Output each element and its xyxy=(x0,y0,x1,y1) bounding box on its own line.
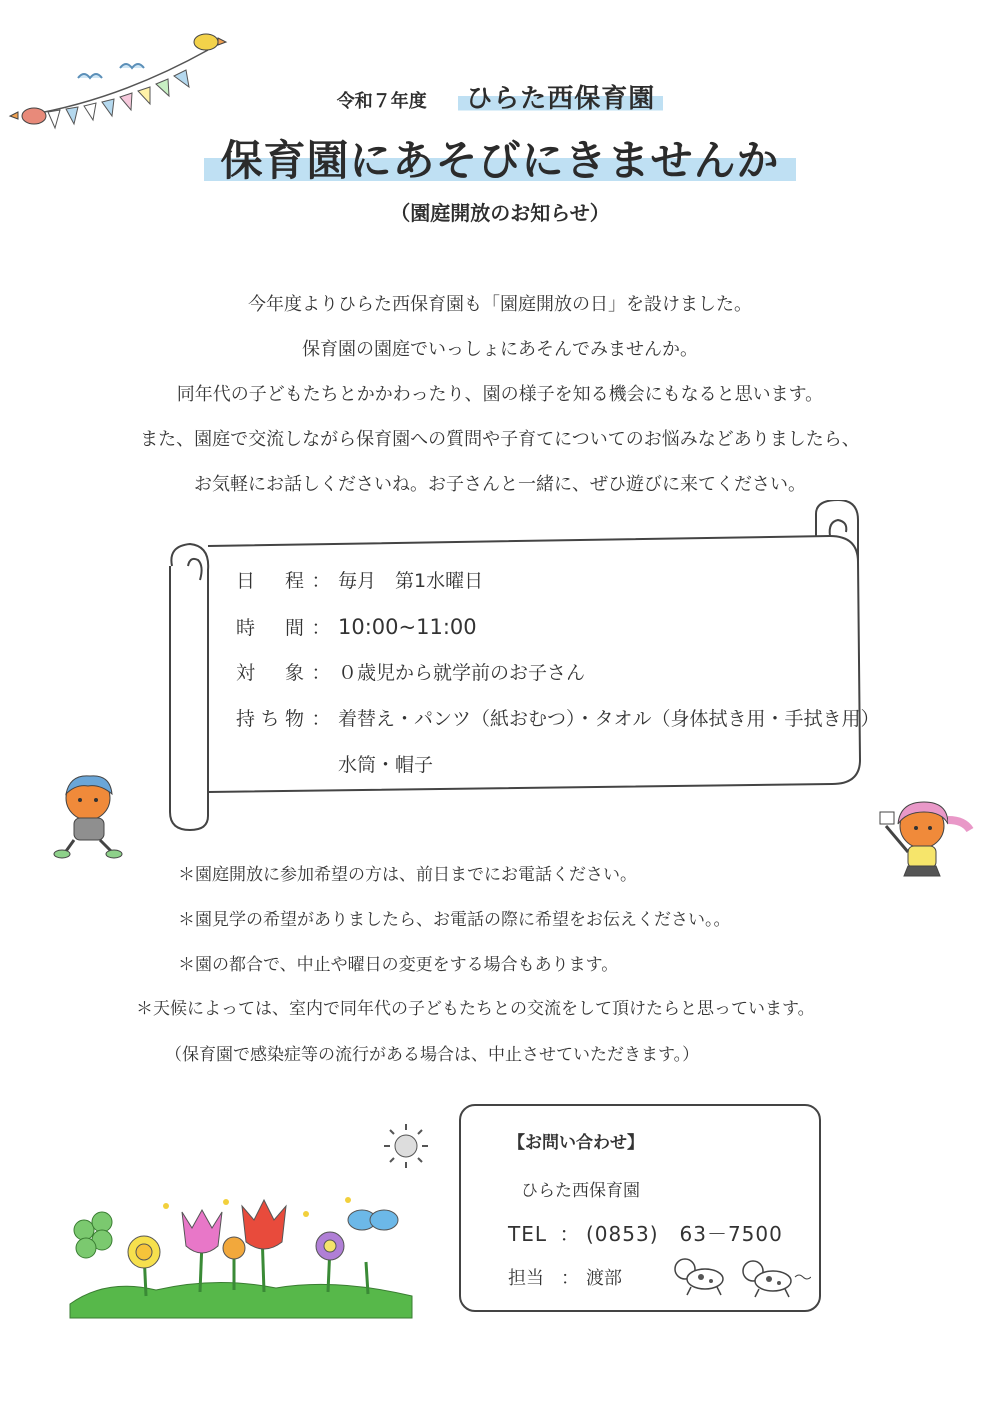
contact-box xyxy=(459,1104,821,1312)
note-item: ＊園庭開放に参加希望の方は、前日までにお電話ください。 xyxy=(178,865,637,885)
tel-label: TEL xyxy=(508,1222,547,1246)
contact-person xyxy=(508,1264,622,1290)
contact-heading: 【お問い合わせ】 xyxy=(508,1133,644,1153)
intro-line: また、園庭で交流しながら保育園への質問や子育てについてのお悩みなどありましたら、 xyxy=(140,429,860,450)
detail-row-target xyxy=(236,655,880,701)
sun-icon xyxy=(378,1120,434,1170)
separator: ： xyxy=(311,662,331,684)
items-value-2: 水筒・帽子 xyxy=(338,754,434,776)
page-title-text: 保育園にあそびにきませんか xyxy=(204,136,795,185)
tel-value: (0853) 63－7500 xyxy=(586,1222,783,1246)
intro-line: お気軽にお話しくださいね。お子さんと一緒に、ぜひ遊びに来てください。 xyxy=(194,474,806,495)
contact-organization: ひらた西保育園 xyxy=(521,1181,640,1201)
note-item: ＊天候によっては、室内で同年代の子どもたちとの交流をして頂けたらと思っています。 xyxy=(136,999,815,1019)
separator: ： xyxy=(311,708,331,730)
babies-crawling-icon xyxy=(661,1251,811,1299)
note-item: （保育園で感染症等の流行がある場合は、中止させていただきます。） xyxy=(165,1045,700,1065)
separator: ： xyxy=(311,617,331,639)
event-details xyxy=(236,563,880,793)
detail-row-time xyxy=(236,609,880,655)
child-right-icon xyxy=(872,790,976,886)
page-subtitle: （園庭開放のお知らせ） xyxy=(390,201,610,225)
fiscal-year: 令和７年度 xyxy=(336,91,427,112)
intro-line: 保育園の園庭でいっしょにあそんでみませんか。 xyxy=(302,339,698,360)
contact-tel xyxy=(508,1218,783,1247)
schedule-value: 毎月 第1水曜日 xyxy=(338,570,484,592)
clover-icon xyxy=(74,1212,112,1258)
schedule-label: 日程 xyxy=(236,570,304,592)
intro-paragraph xyxy=(0,282,1000,507)
flowers-icon xyxy=(66,1192,416,1320)
separator: ： xyxy=(561,1268,579,1289)
person-value: 渡部 xyxy=(586,1268,622,1289)
note-item: ＊園の都合で、中止や曜日の変更をする場合もあります。 xyxy=(178,955,619,975)
note-item: ＊園見学の希望がありましたら、お電話の際に希望をお伝えください。。 xyxy=(178,910,731,930)
page-title xyxy=(0,128,1000,188)
target-value: ０歳児から就学前のお子さん xyxy=(338,662,586,684)
intro-line: 同年代の子どもたちとかかわったり、園の様子を知る機会にもなると思います。 xyxy=(176,384,824,405)
separator: ： xyxy=(311,570,331,592)
detail-row-schedule xyxy=(236,563,880,609)
detail-row-items xyxy=(236,701,880,747)
target-label: 対象 xyxy=(236,662,304,684)
items-label: 持ち物 xyxy=(236,708,304,730)
butterfly-icon xyxy=(348,1210,398,1230)
time-value: 10:00~11:00 xyxy=(338,615,477,639)
school-name: ひらた西保育園 xyxy=(458,84,663,114)
child-left-icon xyxy=(50,768,130,860)
time-label: 時間 xyxy=(236,617,304,639)
items-value: 着替え・パンツ（紙おむつ）・タオル（身体拭き用・手拭き用） xyxy=(338,708,880,730)
header-line xyxy=(0,78,1000,115)
separator: ： xyxy=(559,1222,581,1246)
intro-line: 今年度よりひらた西保育園も「園庭開放の日」を設けました。 xyxy=(248,294,752,315)
person-label: 担当 xyxy=(508,1268,544,1289)
detail-row-items-continued xyxy=(236,747,880,793)
